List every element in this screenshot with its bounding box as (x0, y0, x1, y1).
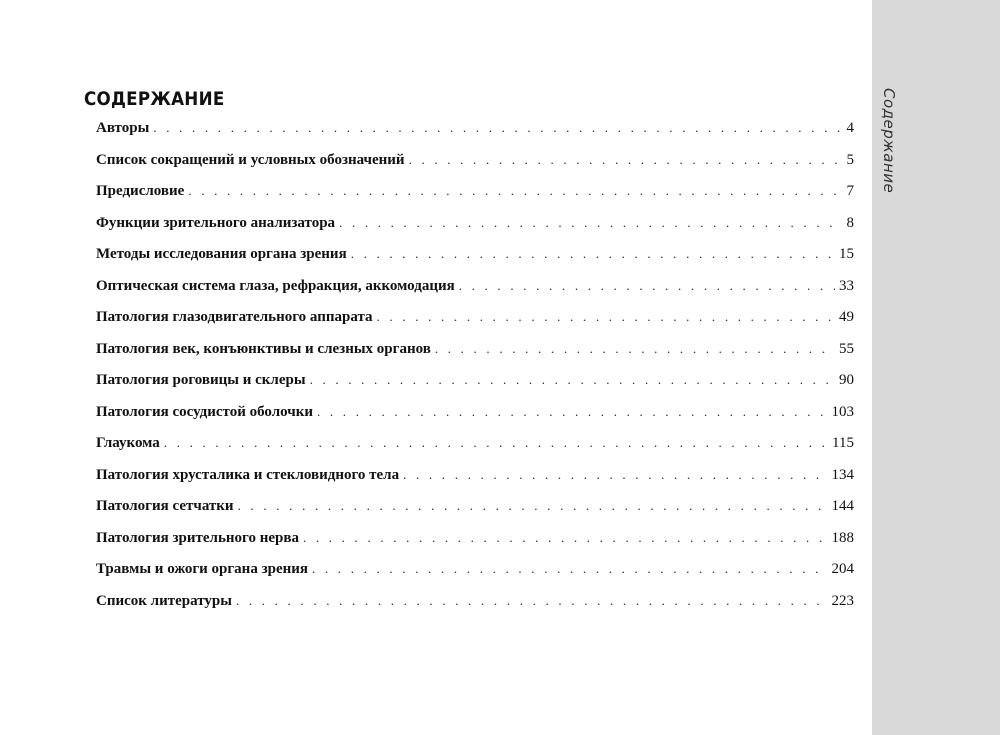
contents-heading: СОДЕРЖАНИЕ (84, 88, 225, 110)
toc-entry[interactable] (96, 593, 854, 625)
dot-leader (377, 309, 835, 325)
toc-entry-title: Глаукома (96, 435, 160, 451)
toc-entry[interactable] (96, 120, 854, 152)
toc-entry-page-number: 55 (839, 340, 854, 357)
dot-leader (435, 341, 835, 357)
dot-leader (403, 467, 827, 483)
toc-entry-page-number: 90 (839, 372, 854, 388)
toc-entry-title: Патология сосудистой оболочки (96, 403, 313, 420)
toc-entry-page-number: 49 (839, 309, 854, 325)
toc-entry-page-number: 5 (846, 151, 854, 168)
toc-entry-page-number: 204 (831, 561, 854, 577)
toc-entry[interactable] (96, 372, 854, 404)
toc-entry[interactable] (96, 183, 854, 215)
dot-leader (312, 561, 828, 577)
toc-entry[interactable] (96, 435, 854, 467)
toc-entry-page-number: 188 (831, 529, 854, 546)
toc-entry-page-number: 223 (831, 592, 854, 609)
toc-entry-page-number: 8 (846, 214, 854, 231)
dot-leader (153, 120, 842, 136)
toc-entry-title: Методы исследования органа зрения (96, 246, 347, 262)
dot-leader (164, 435, 828, 451)
dot-leader (317, 404, 828, 420)
toc-entry-page-number: 115 (832, 435, 854, 451)
toc-entry[interactable] (96, 498, 854, 530)
toc-entry-title: Патология сетчатки (96, 498, 234, 514)
toc-entry-page-number: 7 (846, 183, 854, 199)
toc-entry[interactable] (96, 341, 854, 373)
toc-entry[interactable] (96, 246, 854, 278)
toc-entry-title: Патология зрительного нерва (96, 529, 299, 546)
toc-entry[interactable] (96, 467, 854, 499)
dot-leader (351, 246, 835, 262)
toc-entry-title: Функции зрительного анализатора (96, 214, 336, 231)
toc-entry-title: Патология хрусталика и стекловидного тела (96, 466, 400, 483)
toc-entry-title: Травмы и ожоги органа зрения (96, 561, 308, 577)
dot-leader (310, 372, 835, 388)
dot-leader (409, 152, 843, 168)
toc-entry-page-number: 33 (839, 277, 854, 294)
running-section-label: Содержание (880, 88, 898, 194)
dot-leader (188, 183, 842, 199)
toc-entry-title: Патология век, конъюнктивы и слезных органов (96, 340, 431, 357)
toc-entry[interactable] (96, 215, 854, 247)
toc-entry-title: Авторы (96, 120, 150, 136)
toc-entry-title: Оптическая система глаза, рефракция, аккомодация (96, 277, 455, 294)
toc-entry[interactable] (96, 278, 854, 310)
toc-entry[interactable] (96, 152, 854, 184)
toc-entry[interactable] (96, 561, 854, 593)
toc-entry-title: Список сокращений и условных обозначений (96, 151, 405, 168)
toc-entry-page-number: 134 (831, 466, 854, 483)
toc-entry[interactable] (96, 530, 854, 562)
toc-entry-page-number: 144 (831, 498, 854, 514)
dot-leader (339, 215, 842, 231)
dot-leader (236, 593, 828, 609)
toc-entry-page-number: 103 (831, 403, 854, 420)
toc-entry[interactable] (96, 404, 854, 436)
toc-entry-title: Предисловие (96, 183, 185, 199)
toc-entry-title: Патология роговицы и склеры (96, 372, 306, 388)
dot-leader (238, 498, 828, 514)
toc-entry-title: Список литературы (96, 592, 232, 609)
table-of-contents (96, 120, 854, 624)
toc-entry[interactable] (96, 309, 854, 341)
toc-entry-page-number: 4 (846, 120, 854, 136)
dot-leader (303, 530, 828, 546)
dot-leader (459, 278, 835, 294)
toc-entry-title: Патология глазодвигательного аппарата (96, 309, 373, 325)
toc-entry-page-number: 15 (839, 246, 854, 262)
